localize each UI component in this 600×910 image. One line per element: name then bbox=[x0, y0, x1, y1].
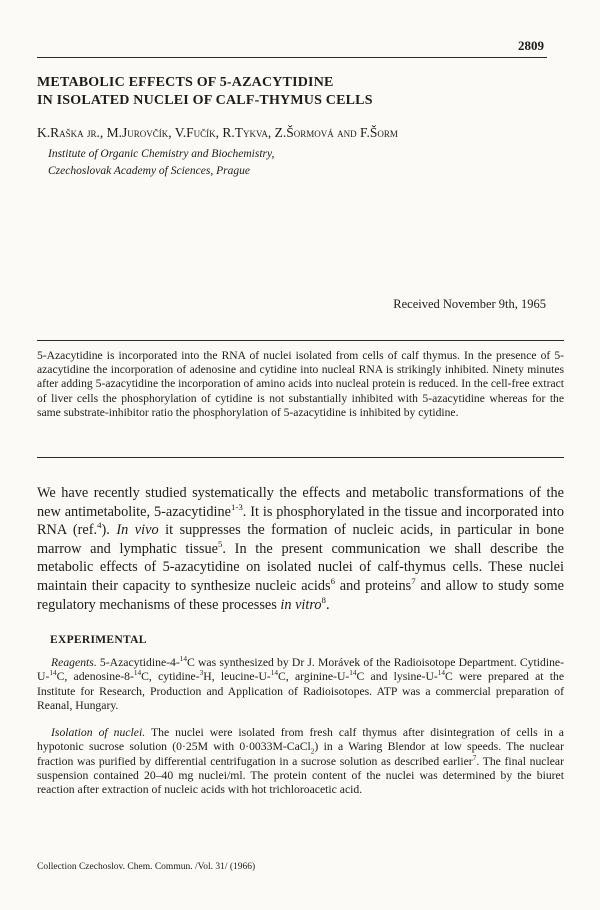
para-text: . The final nuclear suspension contained 20–40 mg nuclei/ml. The protein content of the nuclei was determined by the biuret reaction after extraction of nucleic acids with hot trichloroacetic acid. bbox=[37, 754, 564, 797]
affiliation-line-2: Czechoslovak Academy of Sciences, Prague bbox=[48, 165, 250, 177]
journal-footer: Collection Czechoslov. Chem. Commun. /Vol. 31/ (1966) bbox=[37, 862, 256, 872]
isotope-mass: 3 bbox=[199, 669, 204, 678]
section-heading-experimental: EXPERIMENTAL bbox=[50, 634, 147, 646]
abstract-top-rule bbox=[37, 340, 564, 341]
in-vivo-term: In vivo bbox=[116, 522, 159, 539]
citation-ref: 7 bbox=[411, 576, 416, 587]
para-text: C, arginine-U- bbox=[278, 670, 350, 684]
intro-text: . It is phosphorylated in the tissue and incorporated into RNA (ref. bbox=[37, 503, 564, 539]
para-text: The nuclei were isolated from fresh calf thymus after disintegration of cells in a hypotonic sucrose solution (0·25 bbox=[37, 726, 564, 754]
isotope-mass: 14 bbox=[179, 655, 188, 664]
isotope-mass: 14 bbox=[49, 669, 57, 678]
in-vitro-term: in vitro bbox=[280, 596, 322, 613]
received-date: Received November 9th, 1965 bbox=[393, 297, 546, 311]
para-text: ) in a Waring Blendor at low speeds. The nuclear fraction was purified by differential centrifugation in a sucrose solution as described earlier bbox=[37, 740, 565, 768]
intro-text: and allow to study some regulatory mechanisms of these processes bbox=[37, 577, 564, 613]
para-text: H, leucine-U- bbox=[203, 670, 271, 684]
citation-ref: 8 bbox=[321, 594, 326, 605]
intro-paragraph bbox=[37, 484, 564, 614]
isotope-mass: 14 bbox=[437, 669, 446, 678]
intro-text: ). bbox=[101, 522, 117, 539]
intro-text: and proteins bbox=[335, 577, 412, 594]
citation-ref: 6 bbox=[330, 576, 336, 587]
intro-text: it suppresses the formation of nucleic acids, in particular in bone marrow and lymphatic tissue bbox=[37, 522, 565, 557]
isotope-mass: 14 bbox=[133, 669, 142, 678]
para-text: C were prepared at the Institute for Research, Production and Application of Radioisotopes. ATP was a commercial preparation of Reanal, Hungary. bbox=[37, 670, 565, 712]
isotope-mass: 14 bbox=[349, 669, 357, 678]
citation-ref: 7 bbox=[472, 753, 477, 762]
affiliation bbox=[48, 146, 548, 180]
para-text: C and lysine-U- bbox=[356, 670, 438, 684]
molar-unit: M bbox=[197, 740, 209, 754]
molar-unit: M bbox=[272, 740, 283, 754]
paragraph-lead: Isolation of nuclei. bbox=[51, 726, 146, 739]
para-text: C was synthesized by Dr J. Morávek of the Radioisotope Department. Cytidine-U- bbox=[37, 656, 564, 684]
isolation-paragraph bbox=[37, 726, 564, 797]
title-line-1: METABOLIC EFFECTS OF 5-AZACYTIDINE bbox=[37, 75, 334, 90]
abstract-bottom-rule bbox=[37, 457, 564, 458]
intro-text: . bbox=[325, 596, 330, 613]
citation-ref: 5 bbox=[217, 539, 223, 550]
article-title bbox=[37, 74, 537, 110]
abstract: 5-Azacytidine is incorporated into the RNA of nuclei isolated from cells of calf thymus. In the presence of 5-azacytidine the incorporation of adenosine and cytidine into nucleal RNA is strikingly inhibited. Ninety minutes after adding 5-azacytidine the incorporation of amino acids into nucleal protein is reduced. In the cell-free extract of liver cells the phosphorylation of cytidine is not substantially inhibited with 5-azacytidine whereas for the same substrate-inhibitor ratio the phosphorylation of 5-azacytidine is inhibited by cytidine. bbox=[37, 349, 564, 419]
isotope-mass: 14 bbox=[270, 669, 279, 678]
title-line-2: IN ISOLATED NUCLEI OF CALF-THYMUS CELLS bbox=[37, 93, 373, 108]
para-text: C, adenosine-8- bbox=[56, 670, 134, 684]
paragraph-lead: Reagents. bbox=[51, 656, 97, 669]
citation-ref: 1-3 bbox=[230, 501, 243, 512]
reagents-paragraph bbox=[37, 656, 564, 713]
para-text: C, cytidine- bbox=[141, 670, 200, 684]
intro-text: . In the present communication we shall describe the metabolic effects of 5-azacytidine on isolated nuclei of calf-thymus cells. These nuclei maintain their capacity to synthesize nucleic acids bbox=[37, 540, 564, 594]
intro-text: We have recently studied systematically the effects and metabolic transformations of the new antimetabolite, 5-azacytidine bbox=[37, 485, 564, 520]
subscript: 2 bbox=[310, 747, 315, 756]
citation-ref: 4 bbox=[97, 520, 102, 531]
para-text: with 0·0033 bbox=[208, 740, 273, 754]
page-number: 2809 bbox=[518, 38, 544, 53]
header-rule bbox=[37, 57, 547, 58]
para-text: -CaCl bbox=[282, 740, 311, 754]
para-text: 5-Azacytidine-4- bbox=[96, 656, 180, 669]
affiliation-line-1: Institute of Organic Chemistry and Biochemistry, bbox=[48, 148, 275, 160]
authors: K.Raška jr., M.Jurovčík, V.Fučík, R.Tykva, Z.Šormová and F.Šorm bbox=[37, 125, 398, 140]
